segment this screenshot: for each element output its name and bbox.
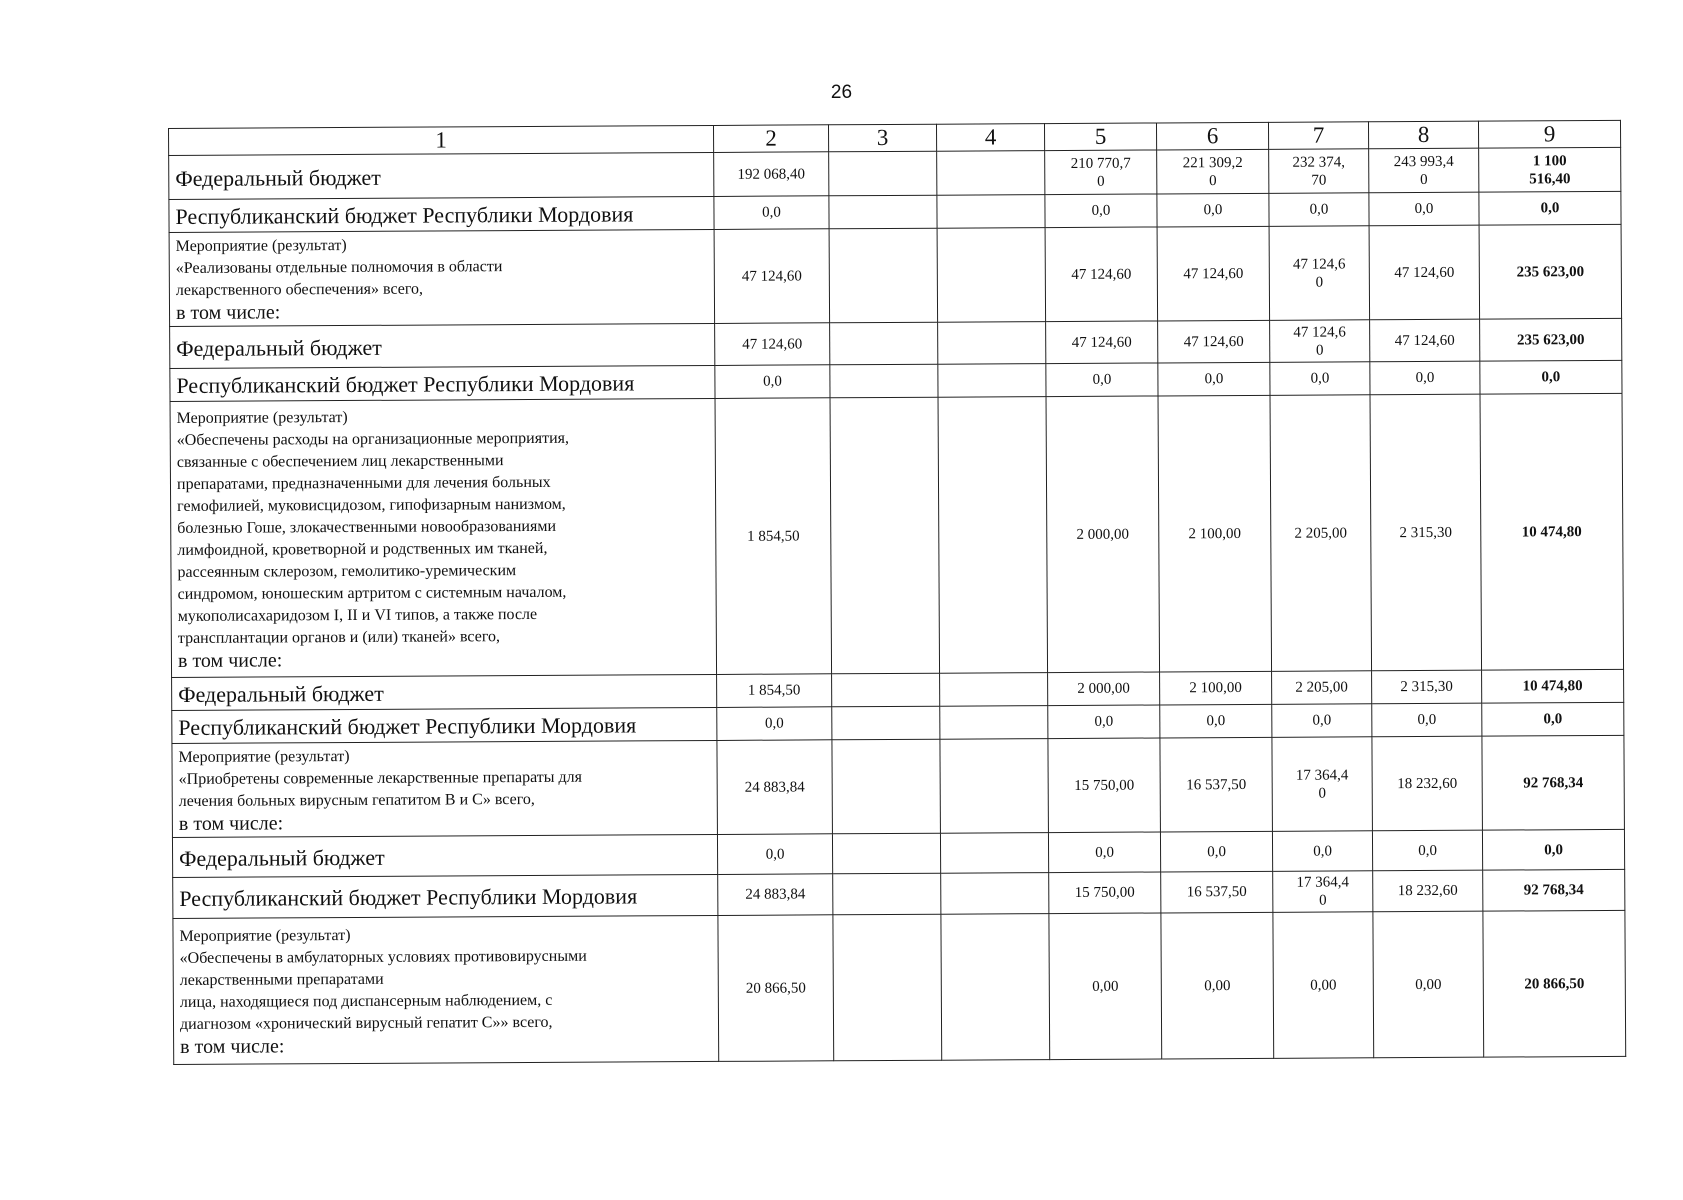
label-line: в том числе: [175,300,281,324]
value-cell-col-8: 47 124,60 [1370,319,1480,362]
value-cell-col-3 [830,397,940,674]
event-description [172,740,718,837]
value-cell-col-6: 16 537,50 [1160,737,1273,832]
value-cell-col-3 [833,873,941,915]
value-cell-col-2: 24 883,84 [717,740,833,835]
value-cell-col-5: 210 770,7 0 [1045,150,1157,195]
label-line: в том числе: [177,648,283,672]
value-cell-col-4 [940,739,1049,834]
column-header-1: 1 [169,125,714,155]
value-cell-col-8: 0,0 [1370,361,1480,395]
label-line: лекарственными препаратами [179,970,384,989]
value-cell-col-8: 47 124,60 [1369,225,1480,320]
value-cell-col-6: 0,0 [1160,704,1272,738]
column-header-7: 7 [1268,122,1368,150]
label-line: болезнью Гоше, злокачественными новообразованиями [177,517,557,537]
value-cell-col-4 [940,706,1048,740]
label-line: Федеральный бюджет [176,334,382,361]
label-line: трансплантации органов и (или) тканей» всего, [177,627,501,647]
value-cell-col-7: 0,0 [1272,831,1372,872]
event-row [173,910,1626,1064]
label-line: синдромом, юношеским артритом с системным началом, [177,583,567,603]
label-line: «Обеспечены расходы на организационные мероприятия, [176,429,570,449]
total-value-cell: 10 474,80 [1480,393,1624,670]
event-row [169,224,1622,326]
value-cell-col-7: 0,0 [1272,704,1372,738]
value-cell-col-2: 0,0 [715,365,830,399]
value-cell-col-8: 0,0 [1369,192,1479,226]
total-value-cell: 10 474,80 [1482,669,1624,703]
label-line: «Обеспечены в амбулаторных условиях противовирусными [179,947,587,967]
label-line: лимфоидной, кроветворной и родственных им тканей, [177,539,548,559]
value-cell-col-8: 18 232,60 [1373,870,1483,912]
label-line: в том числе: [178,811,284,835]
value-cell-col-8: 243 993,4 0 [1369,148,1479,193]
value-cell-col-5: 0,00 [1049,913,1162,1060]
value-cell-col-7: 0,00 [1273,912,1374,1059]
value-cell-col-2: 47 124,60 [715,323,830,366]
label-line: «Реализованы отдельные полномочия в области [175,257,503,277]
label-line: Мероприятие (результат) [178,747,350,766]
column-header-3: 3 [828,124,936,152]
value-cell-col-3 [832,673,940,707]
value-cell-col-2: 1 854,50 [717,674,832,708]
value-cell-col-8: 2 315,30 [1370,394,1482,671]
value-cell-col-6: 2 100,00 [1160,671,1272,705]
value-cell-col-2: 20 866,50 [718,915,834,1062]
funding-source-label [173,874,718,918]
event-description [169,229,715,326]
value-cell-col-7: 0,0 [1270,362,1370,396]
total-value-cell: 0,0 [1482,702,1624,736]
value-cell-col-3 [829,151,937,196]
value-cell-col-2: 47 124,60 [714,229,830,324]
label-line: «Приобретены современные лекарственные препараты для [178,768,583,788]
value-cell-col-7: 2 205,00 [1270,395,1372,672]
column-header-8: 8 [1368,121,1478,149]
value-cell-col-5: 2 000,00 [1046,396,1160,673]
value-cell-col-6: 221 309,2 0 [1157,149,1269,194]
value-cell-col-4 [937,228,1046,323]
total-value-cell: 0,0 [1479,191,1621,225]
value-cell-col-4 [937,151,1045,196]
value-cell-col-2: 192 068,40 [714,152,829,197]
value-cell-col-5: 0,0 [1046,363,1158,397]
event-row [172,735,1625,837]
column-header-6: 6 [1156,122,1268,150]
value-cell-col-8: 18 232,60 [1372,736,1483,831]
label-line: Республиканский бюджет Республики Мордовия [175,201,634,229]
value-cell-col-5: 0,0 [1048,705,1160,739]
value-cell-col-3 [829,195,937,229]
value-cell-col-3 [833,914,942,1061]
label-line: гемофилией, муковисцидозом, гипофизарным нанизмом, [177,495,566,515]
value-cell-col-4 [937,195,1045,229]
value-cell-col-4 [938,397,1048,674]
label-line: Мероприятие (результат) [175,236,347,255]
column-header-5: 5 [1044,123,1156,151]
value-cell-col-3 [832,706,940,740]
value-cell-col-4 [938,364,1046,398]
label-line: рассеянным склерозом, гемолитико-уремическим [177,561,517,581]
total-value-cell: 235 623,00 [1480,318,1622,361]
value-cell-col-5: 47 124,60 [1046,321,1158,364]
value-cell-col-3 [830,364,938,398]
page-number: 26 [830,82,853,103]
value-cell-col-5: 0,0 [1045,194,1157,228]
value-cell-col-5: 0,0 [1048,832,1160,873]
value-cell-col-2: 24 883,84 [718,874,833,916]
value-cell-col-6: 0,00 [1161,912,1274,1059]
value-cell-col-5: 15 750,00 [1049,872,1161,914]
funding-source-label [170,323,715,368]
budget-table [168,120,1626,1065]
value-cell-col-2: 0,0 [717,707,832,741]
funding-source-label [172,707,717,743]
value-cell-col-2: 0,0 [714,196,829,230]
label-line: Республиканский бюджет Республики Мордовия [178,712,637,740]
value-cell-col-5: 2 000,00 [1048,672,1160,706]
value-cell-col-4 [941,914,1050,1061]
table-body [169,120,1626,1064]
value-cell-col-8: 2 315,30 [1372,670,1482,704]
value-cell-col-4 [941,873,1049,915]
value-cell-col-6: 0,0 [1160,831,1272,872]
funding-source-label [169,196,714,232]
funding-source-label [172,674,717,710]
event-description [173,915,719,1064]
label-line: связанные с обеспечением лиц лекарственными [176,451,504,471]
value-cell-col-4 [940,673,1048,707]
value-cell-col-5: 15 750,00 [1048,738,1161,833]
label-line: лица, находящиеся под диспансерным наблюдением, с [179,991,553,1011]
label-line: Федеральный бюджет [178,680,384,707]
value-cell-col-6: 0,0 [1157,193,1269,227]
label-line: диагнозом «хронический вирусный гепатит С»» всего, [179,1013,553,1033]
value-cell-col-7: 47 124,6 0 [1269,226,1370,321]
label-line: мукополисахаридозом I, II и VI типов, а также после [177,605,538,625]
value-cell-col-2: 1 854,50 [715,398,832,675]
budget-table-container [168,120,1625,1065]
column-header-9: 9 [1478,120,1620,148]
label-line: Мероприятие (результат) [179,926,351,945]
event-description [170,398,717,677]
value-cell-col-4 [940,833,1048,874]
value-cell-col-3 [830,322,938,365]
value-cell-col-3 [832,739,941,834]
value-cell-col-7: 0,0 [1269,193,1369,227]
funding-source-label [170,365,715,401]
total-value-cell: 0,0 [1482,829,1624,870]
label-line: Федеральный бюджет [175,164,381,191]
total-value-cell: 92 768,34 [1483,869,1625,911]
label-line: лекарственного обеспечения» всего, [175,280,424,299]
value-cell-col-7: 47 124,6 0 [1270,320,1370,363]
label-line: Мероприятие (результат) [176,408,348,427]
total-value-cell: 1 100 516,40 [1479,147,1621,192]
column-header-4: 4 [936,124,1044,152]
total-value-cell: 235 623,00 [1479,224,1622,319]
value-cell-col-7: 17 364,4 0 [1272,737,1373,832]
value-cell-col-3 [829,228,938,323]
total-value-cell: 92 768,34 [1482,735,1625,830]
value-cell-col-8: 0,0 [1372,703,1482,737]
value-cell-col-6: 47 124,60 [1158,320,1270,363]
value-cell-col-7: 232 374, 70 [1269,149,1369,194]
value-cell-col-7: 2 205,00 [1272,671,1372,705]
value-cell-col-6: 0,0 [1158,362,1270,396]
value-cell-col-2: 0,0 [717,834,832,875]
label-line: Республиканский бюджет Республики Мордовия [176,370,635,398]
value-cell-col-7: 17 364,4 0 [1273,871,1373,913]
value-cell-col-6: 16 537,50 [1161,871,1273,913]
value-cell-col-4 [938,322,1046,365]
funding-source-label [172,834,717,877]
label-line: Федеральный бюджет [179,844,385,871]
event-row [170,393,1624,677]
funding-source-label [169,152,714,199]
value-cell-col-8: 0,00 [1373,911,1484,1058]
total-value-cell: 20 866,50 [1483,910,1626,1057]
value-cell-col-5: 47 124,60 [1045,227,1158,322]
value-cell-col-6: 47 124,60 [1157,226,1270,321]
label-line: в том числе: [180,1034,285,1058]
label-line: лечения больных вирусным гепатитом В и С» всего, [178,790,535,810]
total-value-cell: 0,0 [1480,360,1622,394]
value-cell-col-6: 2 100,00 [1158,395,1272,672]
value-cell-col-3 [832,833,940,874]
label-line: препаратами, предназначенными для лечения больных [176,473,551,493]
value-cell-col-8: 0,0 [1372,830,1482,871]
label-line: Республиканский бюджет Республики Мордовия [179,883,638,911]
column-header-2: 2 [713,125,828,153]
